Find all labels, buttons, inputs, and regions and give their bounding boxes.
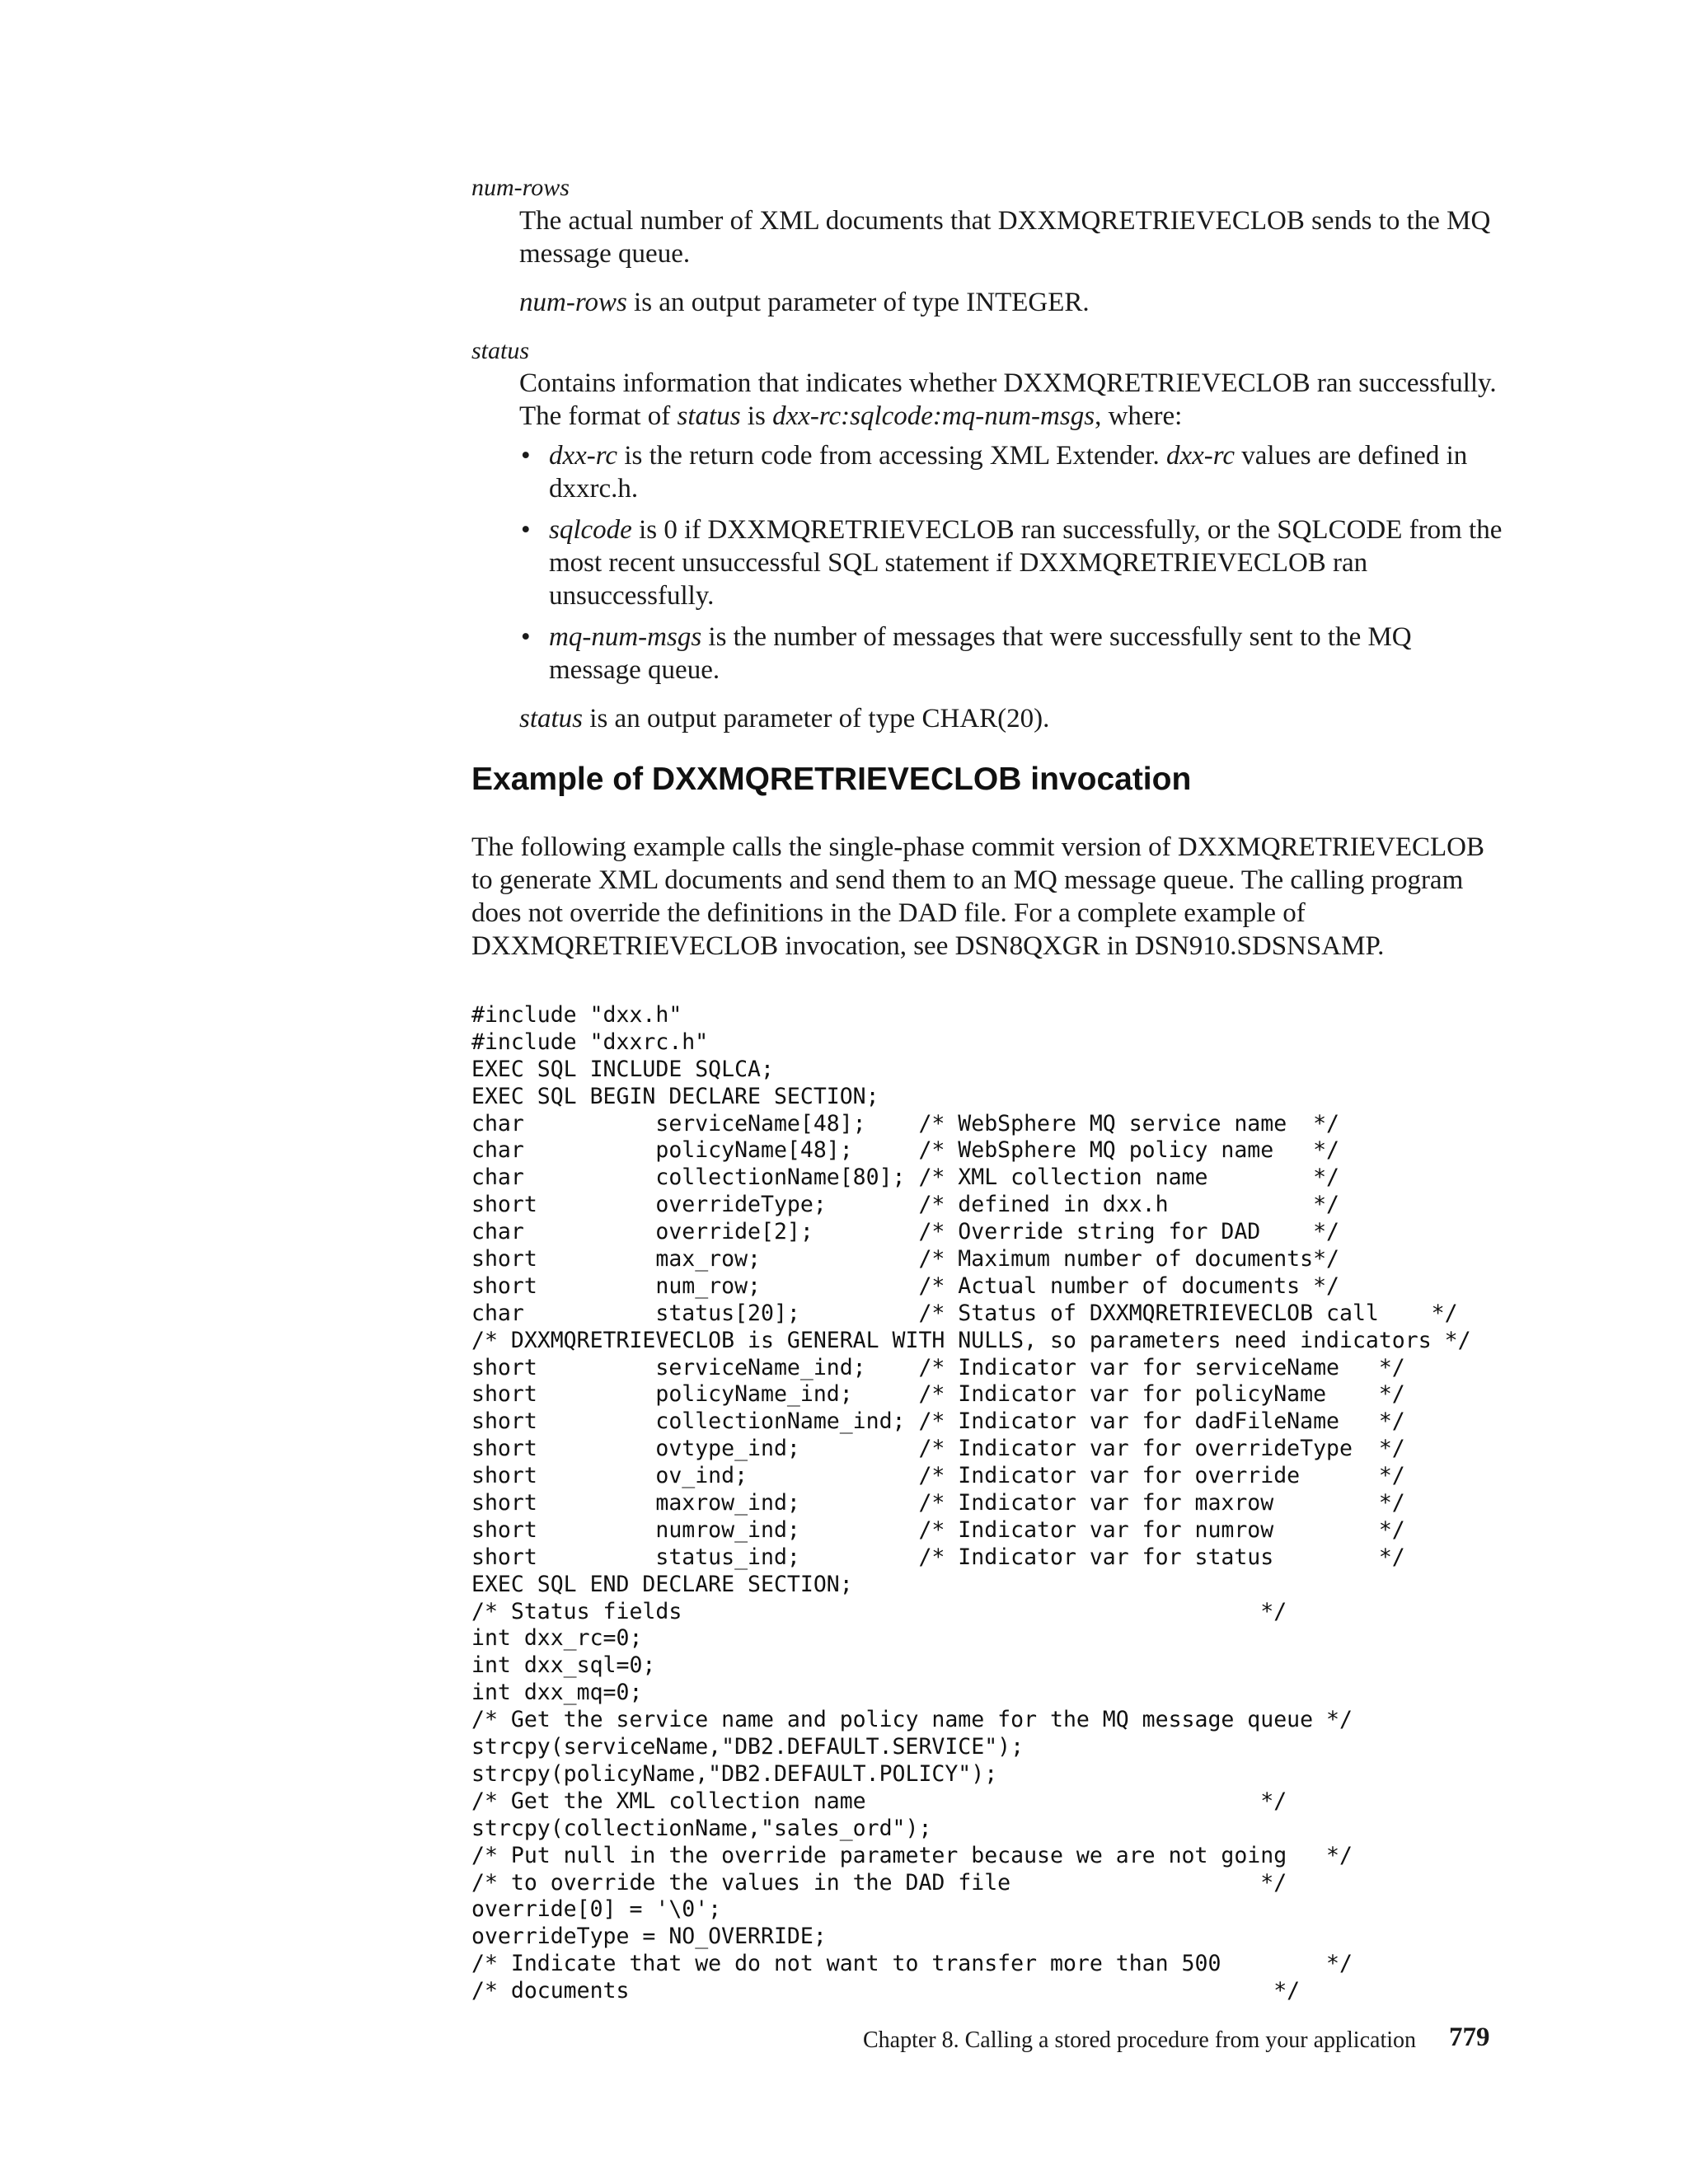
param-type-text: is an output parameter of type INTEGER. xyxy=(626,288,1090,317)
bullet-text: is the return code from accessing XML Extender. xyxy=(617,441,1166,471)
code-line: /* to override the values in the DAD file */ xyxy=(471,1869,1287,1896)
status-format-list xyxy=(519,439,1508,695)
param-type-text: is an output parameter of type CHAR(20). xyxy=(583,704,1050,733)
bullet-term: dxx-rc xyxy=(1165,441,1236,471)
code-line: /* documents */ xyxy=(471,1978,1301,2004)
code-line: int dxx_rc=0; xyxy=(471,1625,643,1652)
bullet-text: values are defined in dxxrc.h. xyxy=(549,441,1468,504)
code-line: short ovtype_ind; /* Indicator var for overrideType */ xyxy=(471,1436,1405,1462)
section-heading: Example of DXXMQRETRIEVECLOB invocation xyxy=(471,762,1192,797)
param-term-num-rows: num-rows xyxy=(471,174,570,201)
code-line: short collectionName_ind; /* Indicator var for dadFileName */ xyxy=(471,1408,1405,1435)
bullet-icon: • xyxy=(521,622,531,652)
bullet-term: sqlcode xyxy=(549,515,632,545)
code-line: int dxx_mq=0; xyxy=(471,1680,643,1706)
code-line: char collectionName[80]; /* XML collection name */ xyxy=(471,1165,1339,1191)
code-line: #include "dxx.h" xyxy=(471,1002,682,1028)
code-line: strcpy(policyName,"DB2.DEFAULT.POLICY"); xyxy=(471,1760,998,1787)
code-line: char override[2]; /* Override string for DAD */ xyxy=(471,1219,1339,1245)
page-footer-chapter: Chapter 8. Calling a stored procedure from your application xyxy=(862,2027,1416,2053)
code-block xyxy=(471,1002,1471,2005)
bullet-icon: • xyxy=(521,441,531,471)
code-line: short status_ind; /* Indicator var for status */ xyxy=(471,1544,1405,1570)
code-line: EXEC SQL BEGIN DECLARE SECTION; xyxy=(471,1083,879,1109)
bullet-icon: • xyxy=(521,515,531,545)
param-desc-status xyxy=(519,367,1508,433)
code-line: /* Put null in the override parameter because we are not going */ xyxy=(471,1842,1353,1868)
desc-term: status xyxy=(677,401,741,431)
desc-text: , where: xyxy=(1095,401,1183,431)
example-intro: The following example calls the single-phase commit version of DXXMQRETRIEVECLOB to generate XML documents and send them to an MQ message queue. The calling program does not override the definitions in the DAD file. For a complete example of DXXMQRETRIEVECLOB invocation, see DSN8QXGR in DSN910.SDSNSAMP. xyxy=(471,832,1485,961)
code-line: short numrow_ind; /* Indicator var for numrow */ xyxy=(471,1516,1405,1543)
code-line: /* Get the service name and policy name for the MQ message queue */ xyxy=(471,1707,1353,1733)
bullet-term: dxx-rc xyxy=(549,441,618,471)
code-line: short overrideType; /* defined in dxx.h */ xyxy=(471,1192,1339,1218)
code-line: override[0] = '\0'; xyxy=(471,1896,722,1923)
code-line: char policyName[48]; /* WebSphere MQ policy name */ xyxy=(471,1137,1339,1164)
code-line: #include "dxxrc.h" xyxy=(471,1029,709,1055)
list-item xyxy=(519,513,1508,612)
page-number: 779 xyxy=(1449,2022,1490,2052)
desc-text: is xyxy=(740,401,773,431)
code-line: short policyName_ind; /* Indicator var for policyName */ xyxy=(471,1381,1405,1408)
code-line: /* Indicate that we do not want to transfer more than 500 */ xyxy=(471,1951,1353,1977)
code-line: /* Status fields */ xyxy=(471,1598,1287,1624)
param-desc-num-rows: The actual number of XML documents that DXXMQRETRIEVECLOB sends to the MQ message queue. xyxy=(519,206,1491,269)
param-type-term: num-rows xyxy=(519,288,627,317)
code-line: short num_row; /* Actual number of documents */ xyxy=(471,1272,1339,1299)
code-line: short ov_ind; /* Indicator var for override */ xyxy=(471,1463,1405,1489)
param-type-status xyxy=(519,702,1508,735)
param-term-status: status xyxy=(471,337,530,364)
code-line: char status[20]; /* Status of DXXMQRETRIEVECLOB call */ xyxy=(471,1300,1458,1326)
code-line: strcpy(collectionName,"sales_ord"); xyxy=(471,1815,932,1841)
param-type-term: status xyxy=(519,704,584,733)
desc-format: dxx-rc:sqlcode:mq-num-msgs xyxy=(772,401,1095,431)
code-line: /* DXXMQRETRIEVECLOB is GENERAL WITH NULLS, so parameters need indicators */ xyxy=(471,1327,1471,1353)
bullet-text: is the number of messages that were successfully sent to the MQ message queue. xyxy=(549,622,1412,685)
code-line: /* Get the XML collection name */ xyxy=(471,1788,1287,1814)
code-line: short max_row; /* Maximum number of documents*/ xyxy=(471,1246,1339,1272)
code-line: EXEC SQL END DECLARE SECTION; xyxy=(471,1571,853,1597)
code-line: char serviceName[48]; /* WebSphere MQ service name */ xyxy=(471,1110,1339,1137)
list-item xyxy=(519,621,1508,687)
code-line: int dxx_sql=0; xyxy=(471,1652,656,1679)
code-line: EXEC SQL INCLUDE SQLCA; xyxy=(471,1056,774,1082)
code-line: short maxrow_ind; /* Indicator var for maxrow */ xyxy=(471,1490,1405,1516)
code-line: overrideType = NO_OVERRIDE; xyxy=(471,1924,827,1950)
bullet-text: is 0 if DXXMQRETRIEVECLOB ran successfully, or the SQLCODE from the most recent unsuccessful SQL statement if DXXMQRETRIEVECLOB ran unsuccessfully. xyxy=(549,515,1503,611)
param-type-num-rows xyxy=(519,286,1508,319)
code-line: short serviceName_ind; /* Indicator var for serviceName */ xyxy=(471,1354,1405,1380)
code-line: strcpy(serviceName,"DB2.DEFAULT.SERVICE"); xyxy=(471,1734,1025,1760)
list-item xyxy=(519,439,1508,505)
desc-text: Contains information that indicates whether DXXMQRETRIEVECLOB ran successfully. The format of xyxy=(519,368,1497,431)
bullet-term: mq-num-msgs xyxy=(549,622,702,652)
